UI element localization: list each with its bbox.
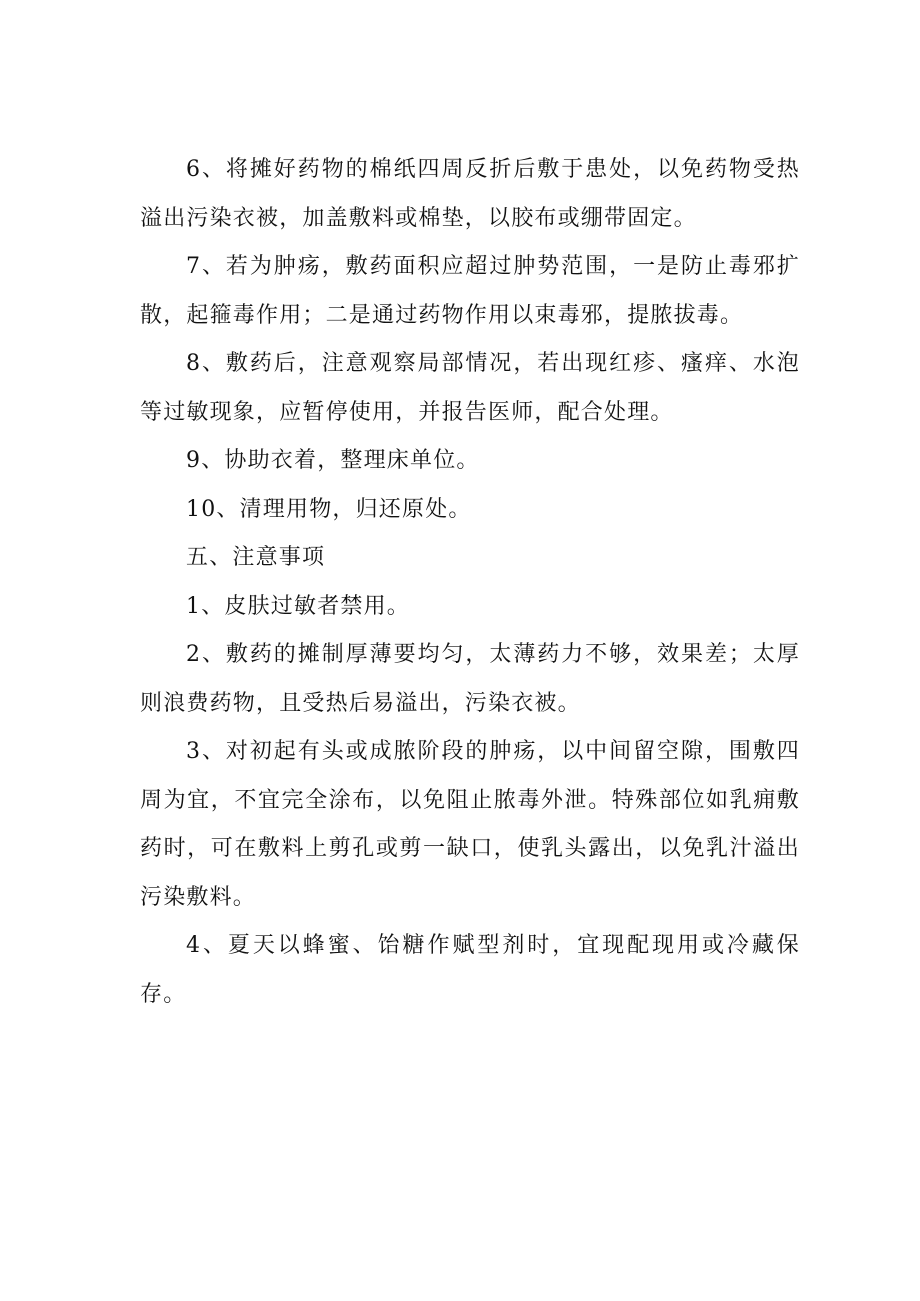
section-heading-precautions: 五、注意事项 (186, 545, 326, 570)
paragraph-step-9: 9、协助衣着，整理床单位。 (186, 448, 480, 473)
document-body (140, 146, 800, 1019)
paragraph-step-10: 10、清理用物，归还原处。 (186, 496, 472, 522)
paragraph-step-7: 7、若为肿疡，敷药面积应超过肿势范围，一是防止毒邪扩散，起箍毒作用；二是通过药物作用以束毒邪，提脓拔毒。 (140, 254, 800, 328)
note-item-4: 4、夏天以蜂蜜、饴糖作赋型剂时，宜现配现用或冷藏保存。 (140, 933, 800, 1007)
note-item-3: 3、对初起有头或成脓阶段的肿疡，以中间留空隙，围敷四周为宜，不宜完全涂布，以免阻止脓毒外泄。特殊部位如乳痈敷药时，可在敷料上剪孔或剪一缺口，使乳头露出，以免乳汁溢出污染敷料。 (140, 739, 800, 910)
note-item-1: 1、皮肤过敏者禁用。 (186, 593, 410, 619)
paragraph-step-6: 6、将摊好药物的棉纸四周反折后敷于患处，以免药物受热溢出污染衣被，加盖敷料或棉垫，以胶布或绷带固定。 (140, 157, 800, 231)
note-item-2: 2、敷药的摊制厚薄要均匀，太薄药力不够，效果差；太厚则浪费药物，且受热后易溢出，污染衣被。 (140, 642, 800, 716)
paragraph-step-8: 8、敷药后，注意观察局部情况，若出现红疹、瘙痒、水泡等过敏现象，应暂停使用，并报告医师，配合处理。 (140, 351, 800, 425)
